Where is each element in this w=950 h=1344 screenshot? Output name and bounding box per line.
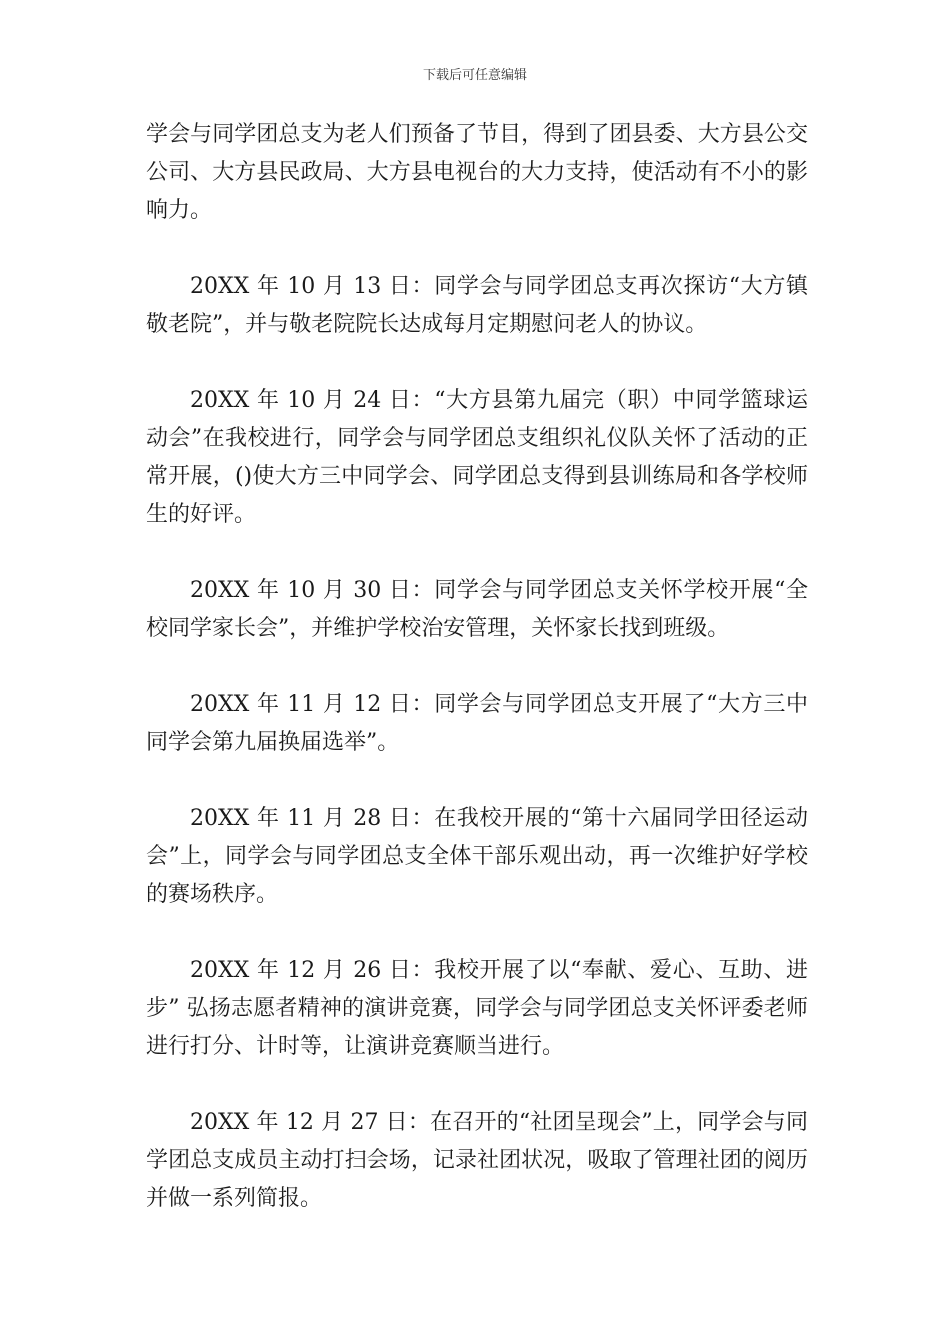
paragraph-dec-27: 20XX 年 12 月 27 日：在召开的“社团呈现会”上，同学会与同学团总支成员主动打扫会场，记录社团状况，吸取了管理社团的阅历并做一系列简报。 [146,1110,808,1211]
paragraph-oct-24: 20XX 年 10 月 24 日：“大方县第九届完（职）中同学篮球运动会”在我校进行，同学会与同学团总支组织礼仪队关怀了活动的正常开展，()使大方三中同学会、同学团总支得到县训练局和各学校师生的好评。 [146,388,808,527]
paragraph-oct-30: 20XX 年 10 月 30 日：同学会与同学团总支关怀学校开展“全校同学家长会”，并维护学校治安管理，关怀家长找到班级。 [146,578,808,641]
page-header: 下载后可任意编辑 [422,68,527,83]
document-body [146,116,808,1218]
paragraph-nov-12: 20XX 年 11 月 12 日：同学会与同学团总支开展了“大方三中同学会第九届换届选举”。 [146,692,808,755]
paragraph-dec-26: 20XX 年 12 月 26 日：我校开展了以“奉献、爱心、互助、进步” 弘扬志愿者精神的演讲竞赛，同学会与同学团总支关怀评委老师进行打分、计时等，让演讲竞赛顺当进行。 [146,958,808,1059]
paragraph-continuation: 学会与同学团总支为老人们预备了节目，得到了团县委、大方县公交公司、大方县民政局、大方县电视台的大力支持，使活动有不小的影响力。 [146,122,808,223]
paragraph-nov-28: 20XX 年 11 月 28 日：在我校开展的“第十六届同学田径运动会”上，同学会与同学团总支全体干部乐观出动，再一次维护好学校的赛场秩序。 [146,806,808,907]
paragraph-oct-13: 20XX 年 10 月 13 日：同学会与同学团总支再次探访“大方镇敬老院”，并与敬老院院长达成每月定期慰问老人的协议。 [146,274,808,337]
